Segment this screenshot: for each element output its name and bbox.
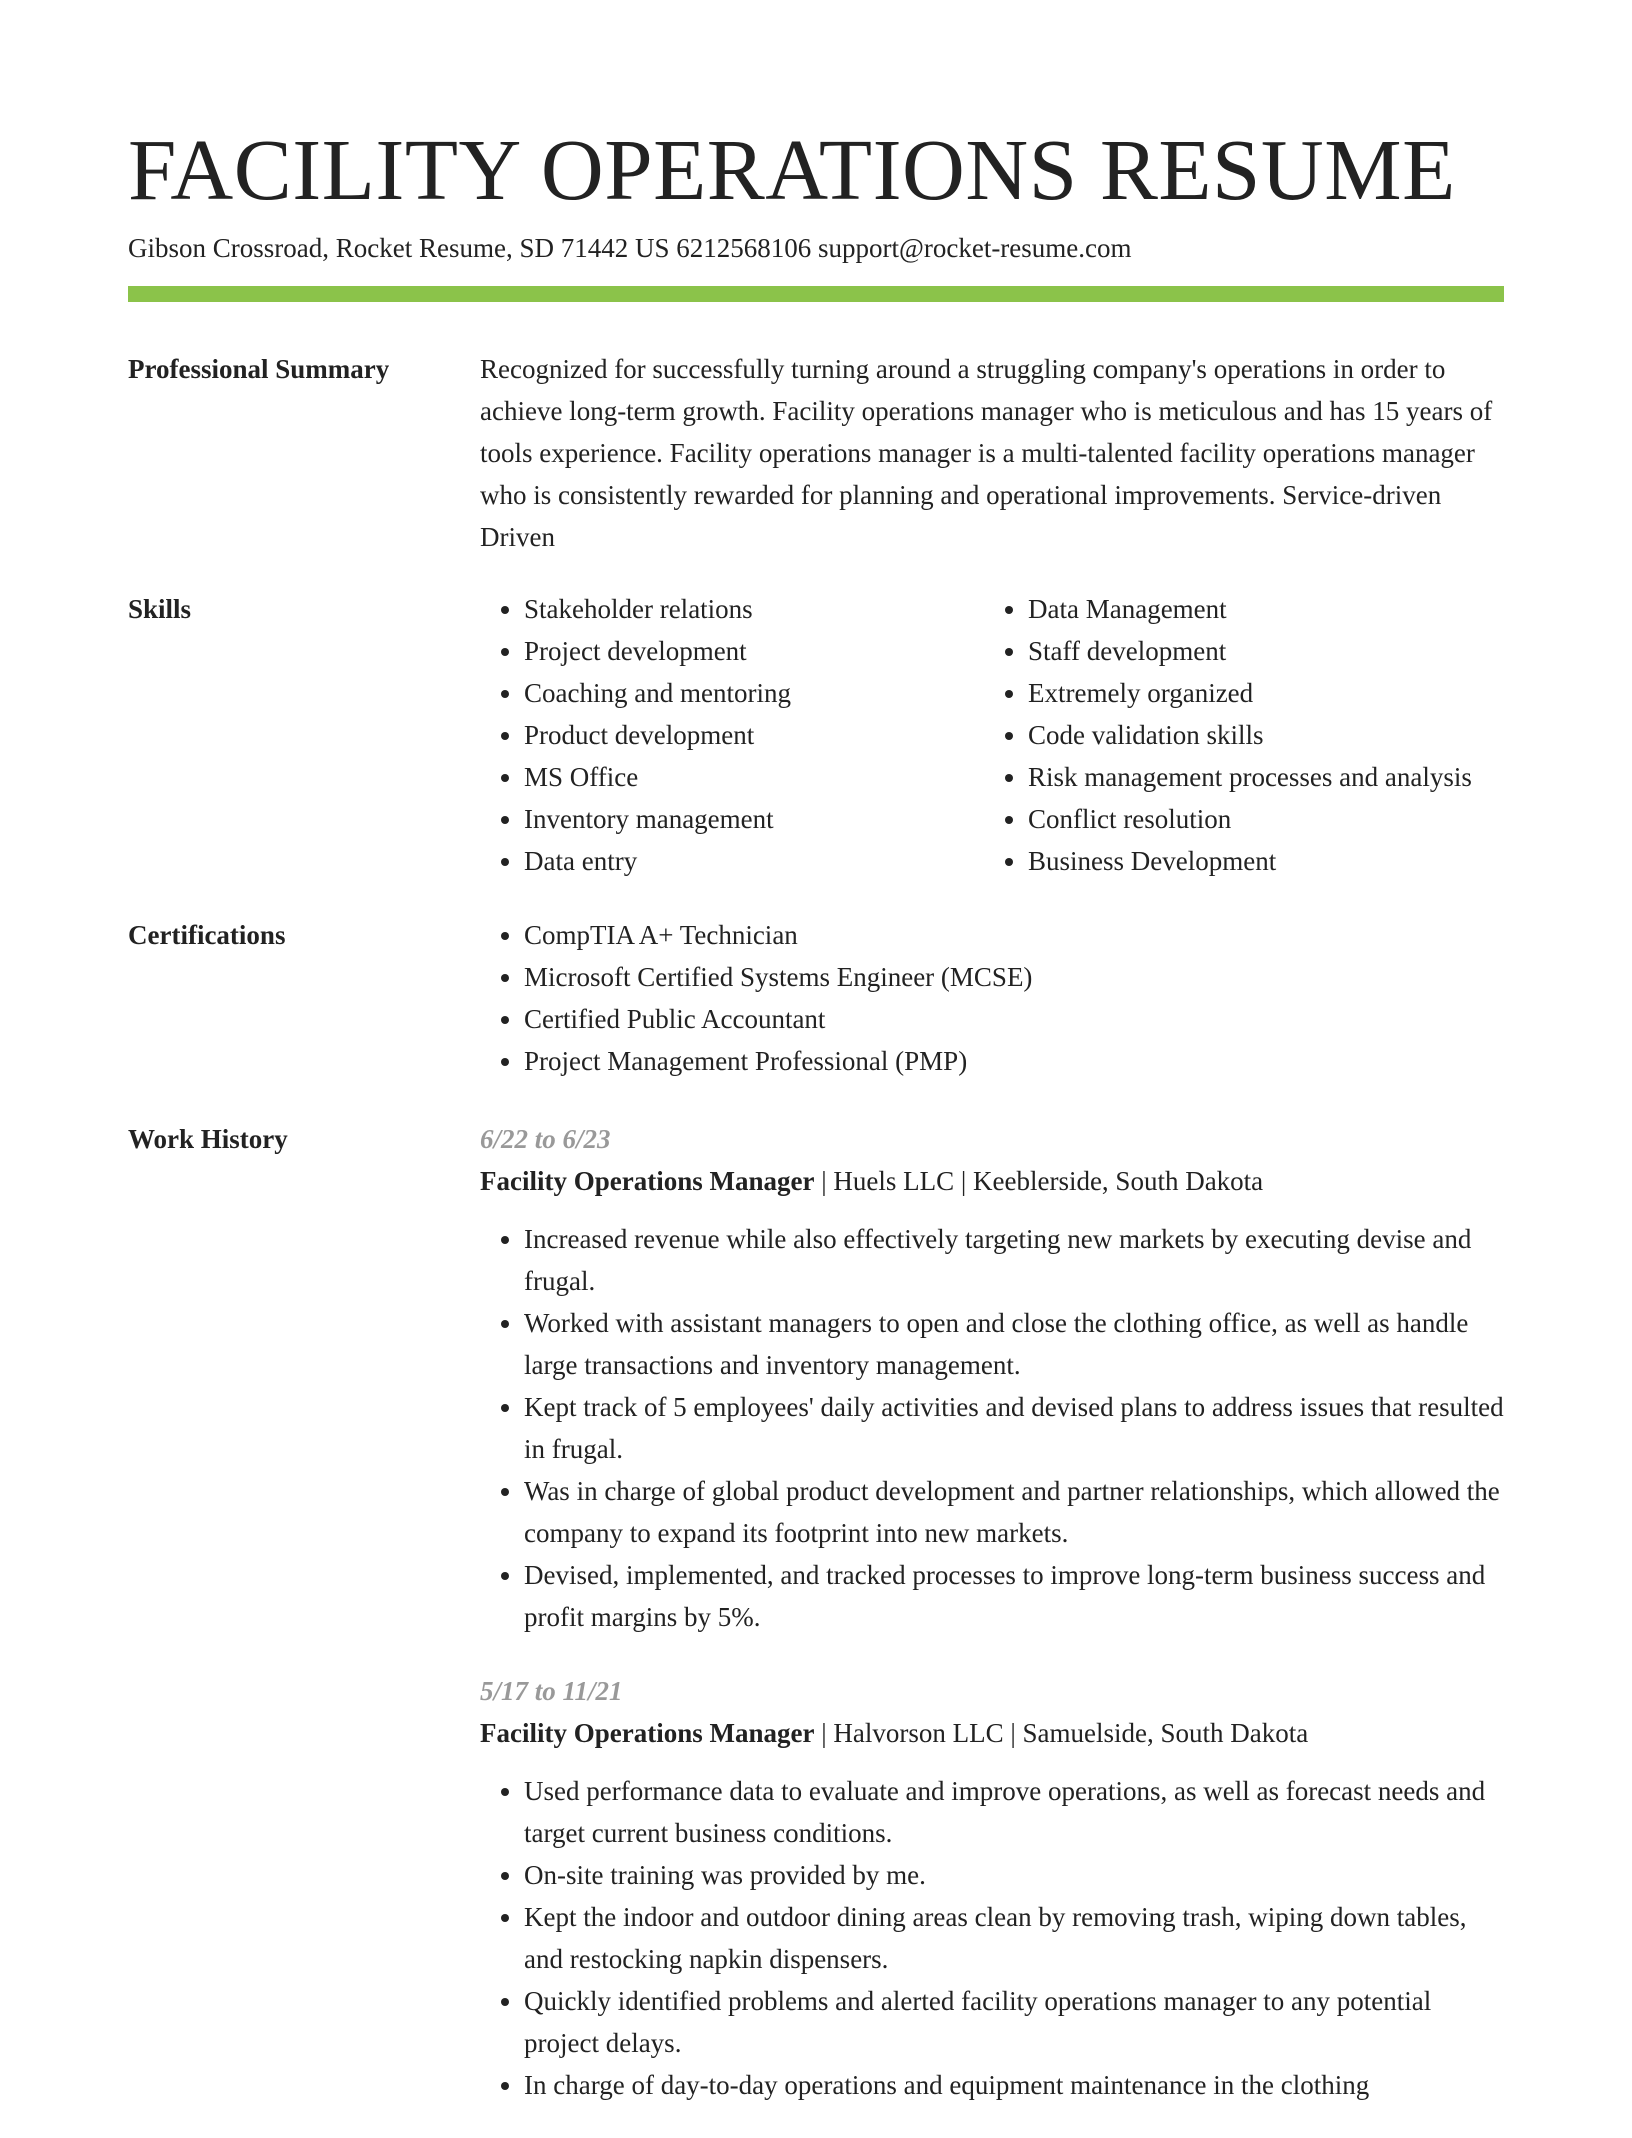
skill-item: • Staff development (1028, 630, 1488, 672)
skill-item: • Stakeholder relations (524, 588, 984, 630)
certifications-list (480, 914, 1504, 1082)
job-bullet: • Increased revenue while also effectively targeting new markets by executing devise and frugal. (524, 1218, 1504, 1302)
skill-item: • MS Office (524, 756, 984, 798)
skill-item: • Inventory management (524, 798, 984, 840)
certification-item: • CompTIA A+ Technician (524, 914, 1504, 956)
job-employer-location: | Huels LLC | Keeblerside, South Dakota (814, 1166, 1264, 1196)
skill-item: • Data entry (524, 840, 984, 882)
job-heading (480, 1712, 1504, 1754)
resume-title: FACILITY OPERATIONS RESUME (128, 121, 1456, 218)
job-bullet: • Worked with assistant managers to open and close the clothing office, as well as handle large transactions and inventory management. (524, 1302, 1504, 1386)
job-bullet: • Devised, implemented, and tracked processes to improve long-term business success and profit margins by 5%. (524, 1554, 1504, 1638)
skill-item: • Risk management processes and analysis (1028, 756, 1488, 798)
skill-item: • Data Management (1028, 588, 1488, 630)
skill-item: • Product development (524, 714, 984, 756)
skills-grid (480, 588, 1504, 882)
skill-item: • Code validation skills (1028, 714, 1488, 756)
job-bullet: • Used performance data to evaluate and improve operations, as well as forecast needs and target current business conditions. (524, 1770, 1504, 1854)
job-entry (480, 1118, 1504, 1638)
certification-item: • Project Management Professional (PMP) (524, 1040, 1504, 1082)
skills-list-left (480, 588, 984, 882)
summary-text: Recognized for successfully turning around a struggling company's operations in order to achieve long-term growth. Facility operations manager who is meticulous and has 15 years of tools experience. Facility operations manager is a multi-talented facility operations manager who is consistently rewarded for planning and operational improvements. Service-driven Driven (480, 354, 1493, 552)
job-title: Facility Operations Manager (480, 1718, 815, 1748)
job-bullet: • Quickly identified problems and alerted facility operations manager to any potential project delays. (524, 1980, 1504, 2064)
skill-item: • Extremely organized (1028, 672, 1488, 714)
certifications-body (480, 914, 1504, 1082)
skills-list-right (984, 588, 1488, 882)
section-label-work-history: Work History (128, 1124, 288, 1154)
contact-line: Gibson Crossroad, Rocket Resume, SD 71442 US 6212568106 support@rocket-resume.com (128, 233, 1132, 263)
certification-item: • Certified Public Accountant (524, 998, 1504, 1040)
job-title: Facility Operations Manager (480, 1166, 815, 1196)
job-bullet: • In charge of day-to-day operations and equipment maintenance in the clothing (524, 2064, 1504, 2106)
skills-column-right (984, 588, 1488, 882)
certification-item: • Microsoft Certified Systems Engineer (MCSE) (524, 956, 1504, 998)
job-bullets (480, 1218, 1504, 1638)
skill-item: • Coaching and mentoring (524, 672, 984, 714)
work-history-body (480, 1118, 1504, 2138)
section-label-summary: Professional Summary (128, 354, 390, 384)
summary-body (480, 348, 1504, 558)
skill-item: • Business Development (1028, 840, 1488, 882)
skills-column-left (480, 588, 984, 882)
skill-item: • Conflict resolution (1028, 798, 1488, 840)
skill-item: • Project development (524, 630, 984, 672)
section-label-certifications: Certifications (128, 920, 286, 950)
job-entry (480, 1670, 1504, 2106)
accent-divider (128, 286, 1504, 302)
job-bullet: • Kept the indoor and outdoor dining areas clean by removing trash, wiping down tables, and restocking napkin dispensers. (524, 1896, 1504, 1980)
job-bullet: • Kept track of 5 employees' daily activities and devised plans to address issues that resulted in frugal. (524, 1386, 1504, 1470)
job-dates: 5/17 to 11/21 (480, 1676, 623, 1706)
job-bullet: • On-site training was provided by me. (524, 1854, 1504, 1896)
job-bullet: • Was in charge of global product development and partner relationships, which allowed the company to expand its footprint into new markets. (524, 1470, 1504, 1554)
job-dates: 6/22 to 6/23 (480, 1124, 611, 1154)
section-label-skills: Skills (128, 594, 192, 624)
job-employer-location: | Halvorson LLC | Samuelside, South Dakota (814, 1718, 1309, 1748)
job-heading (480, 1160, 1504, 1202)
job-bullets (480, 1770, 1504, 2106)
